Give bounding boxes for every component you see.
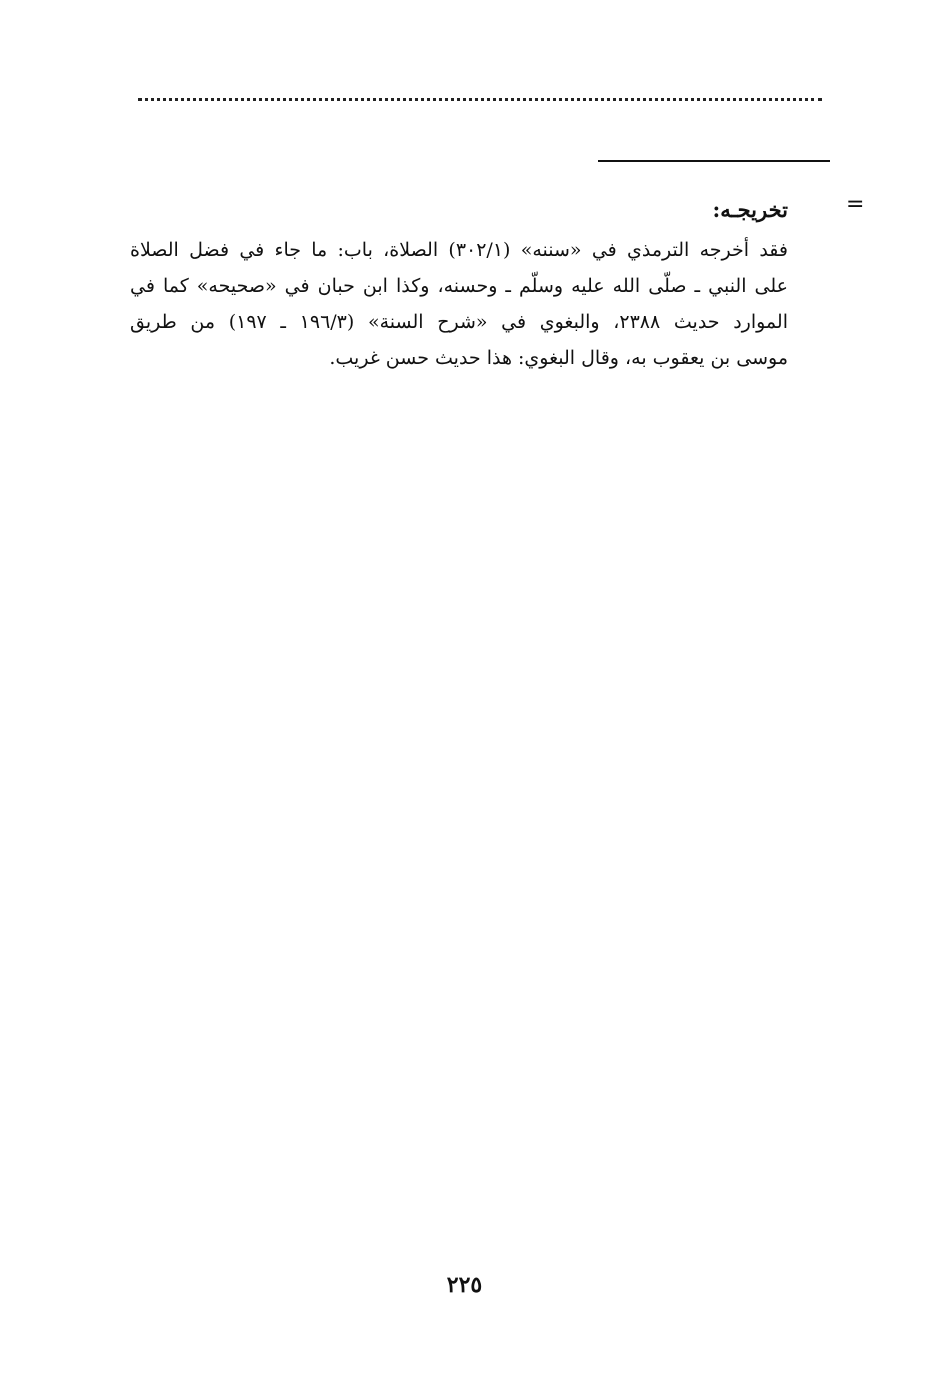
dotted-separator xyxy=(138,98,822,101)
footnote-line-1: فقد أخرجه الترمذي في «سننه» (٣٠٢/١) الصلاة، باب: ما جاء في فضل الصلاة xyxy=(130,239,788,261)
continuation-mark: = xyxy=(846,192,865,217)
page-number: ٢٢٥ xyxy=(446,1272,483,1298)
footnote-separator-rule xyxy=(598,160,830,162)
footnote-line-2: على النبي ـ صلّى الله عليه وسلّم ـ وحسنه، وكذا ابن حبان في «صحيحه» كما في xyxy=(130,275,788,297)
footnote-line-3: الموارد حديث ٢٣٨٨، والبغوي في «شرح السنة» (١٩٦/٣ ـ ١٩٧) من طريق xyxy=(130,311,788,333)
footnote-line-4: موسى بن يعقوب به، وقال البغوي: هذا حديث حسن غريب. xyxy=(329,347,788,369)
footnote-block xyxy=(130,192,788,376)
footnote-heading: تخريجـه: xyxy=(712,197,788,222)
